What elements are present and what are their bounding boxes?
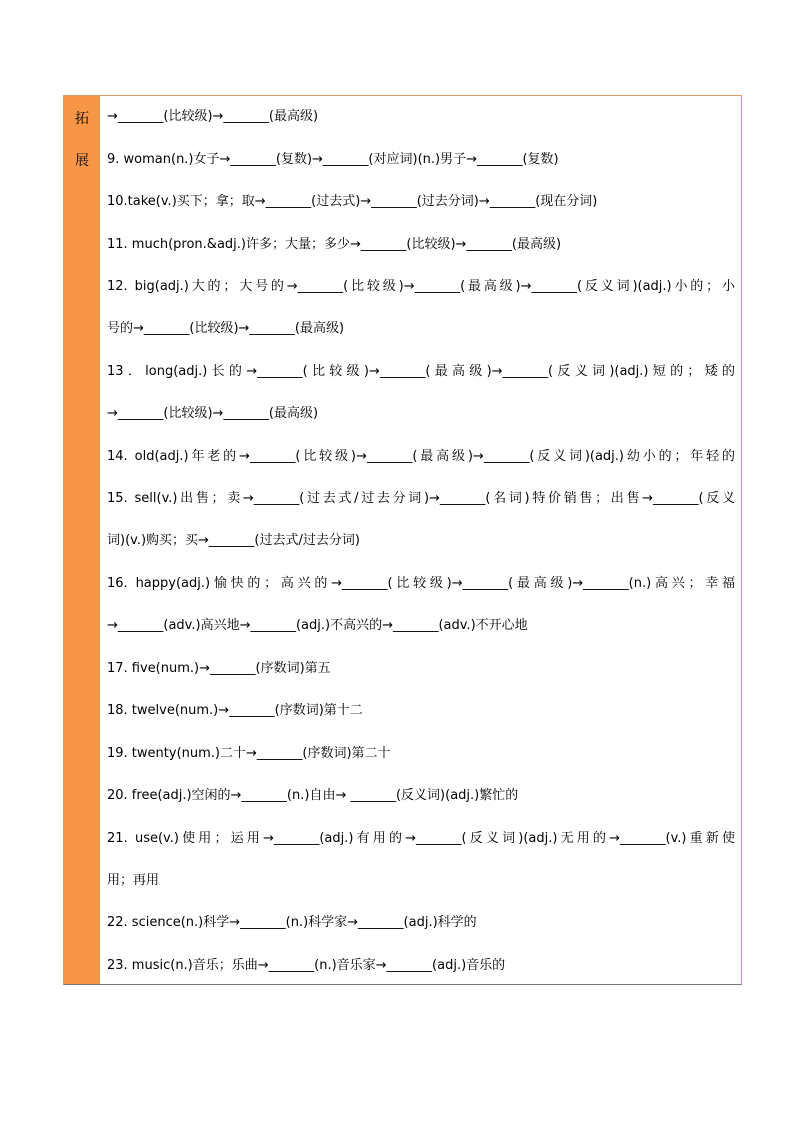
expansion-table <box>63 95 742 985</box>
exercise-line: →_______(比较级)→_______(最高级) <box>107 406 319 421</box>
exercise-line: 号的→_______(比较级)→_______(最高级) <box>107 321 345 336</box>
exercise-line: 17. five(num.)→_______(序数词)第五 <box>107 661 331 676</box>
exercise-line: 19. twenty(num.)二十→_______(序数词)第二十 <box>107 746 391 761</box>
exercise-line: 11. much(pron.&adj.)许多；大量；多少→_______(比较级)→_______(最高级) <box>107 237 562 252</box>
exercise-line: 14. old(adj.)年老的→_______(比较级)→_______(最高级)→_______(反义词)(adj.)幼小的；年轻的 <box>107 449 735 464</box>
side-label-char: 展 <box>75 153 89 169</box>
exercise-line: 21. use(v.)使用；运用→_______(adj.)有用的→_______(反义词)(adj.)无用的→_______(v.)重新使 <box>107 831 735 846</box>
exercise-line: 用；再用 <box>107 873 160 888</box>
exercise-line: 12. big(adj.)大的；大号的→_______(比较级)→_______(最高级)→_______(反义词)(adj.)小的；小 <box>107 279 735 294</box>
side-label-column <box>64 96 100 984</box>
exercise-line: 23. music(n.)音乐；乐曲→_______(n.)音乐家→_______(adj.)音乐的 <box>107 958 506 973</box>
exercise-content <box>100 96 741 984</box>
side-label-char: 拓 <box>75 111 89 127</box>
exercise-line: →_______(比较级)→_______(最高级) <box>107 109 319 124</box>
exercise-line: 16. happy(adj.)愉快的；高兴的→_______(比较级)→_______(最高级)→_______(n.)高兴；幸福 <box>107 576 735 591</box>
exercise-line: →_______(adv.)高兴地→_______(adj.)不高兴的→_______(adv.)不开心地 <box>107 618 528 633</box>
exercise-line: 10.take(v.)买下；拿；取→_______(过去式)→_______(过去分词)→_______(现在分词) <box>107 194 598 209</box>
exercise-line: 13．long(adj.)长的→_______(比较级)→_______(最高级)→_______(反义词)(adj.)短的；矮的 <box>107 364 735 379</box>
exercise-line: 词)(v.)购买；买→_______(过去式/过去分词) <box>107 533 360 548</box>
exercise-line: 15. sell(v.)出售；卖→_______(过去式/过去分词)→_______(名词)特价销售；出售→_______(反义 <box>107 491 735 506</box>
exercise-line: 18. twelve(num.)→_______(序数词)第十二 <box>107 703 363 718</box>
exercise-line: 22. science(n.)科学→_______(n.)科学家→_______(adj.)科学的 <box>107 915 477 930</box>
exercise-line: 20. free(adj.)空闲的→_______(n.)自由→ _______(反义词)(adj.)繁忙的 <box>107 788 519 803</box>
exercise-line: 9. woman(n.)女子→_______(复数)→_______(对应词)(n.)男子→_______(复数) <box>107 152 559 167</box>
